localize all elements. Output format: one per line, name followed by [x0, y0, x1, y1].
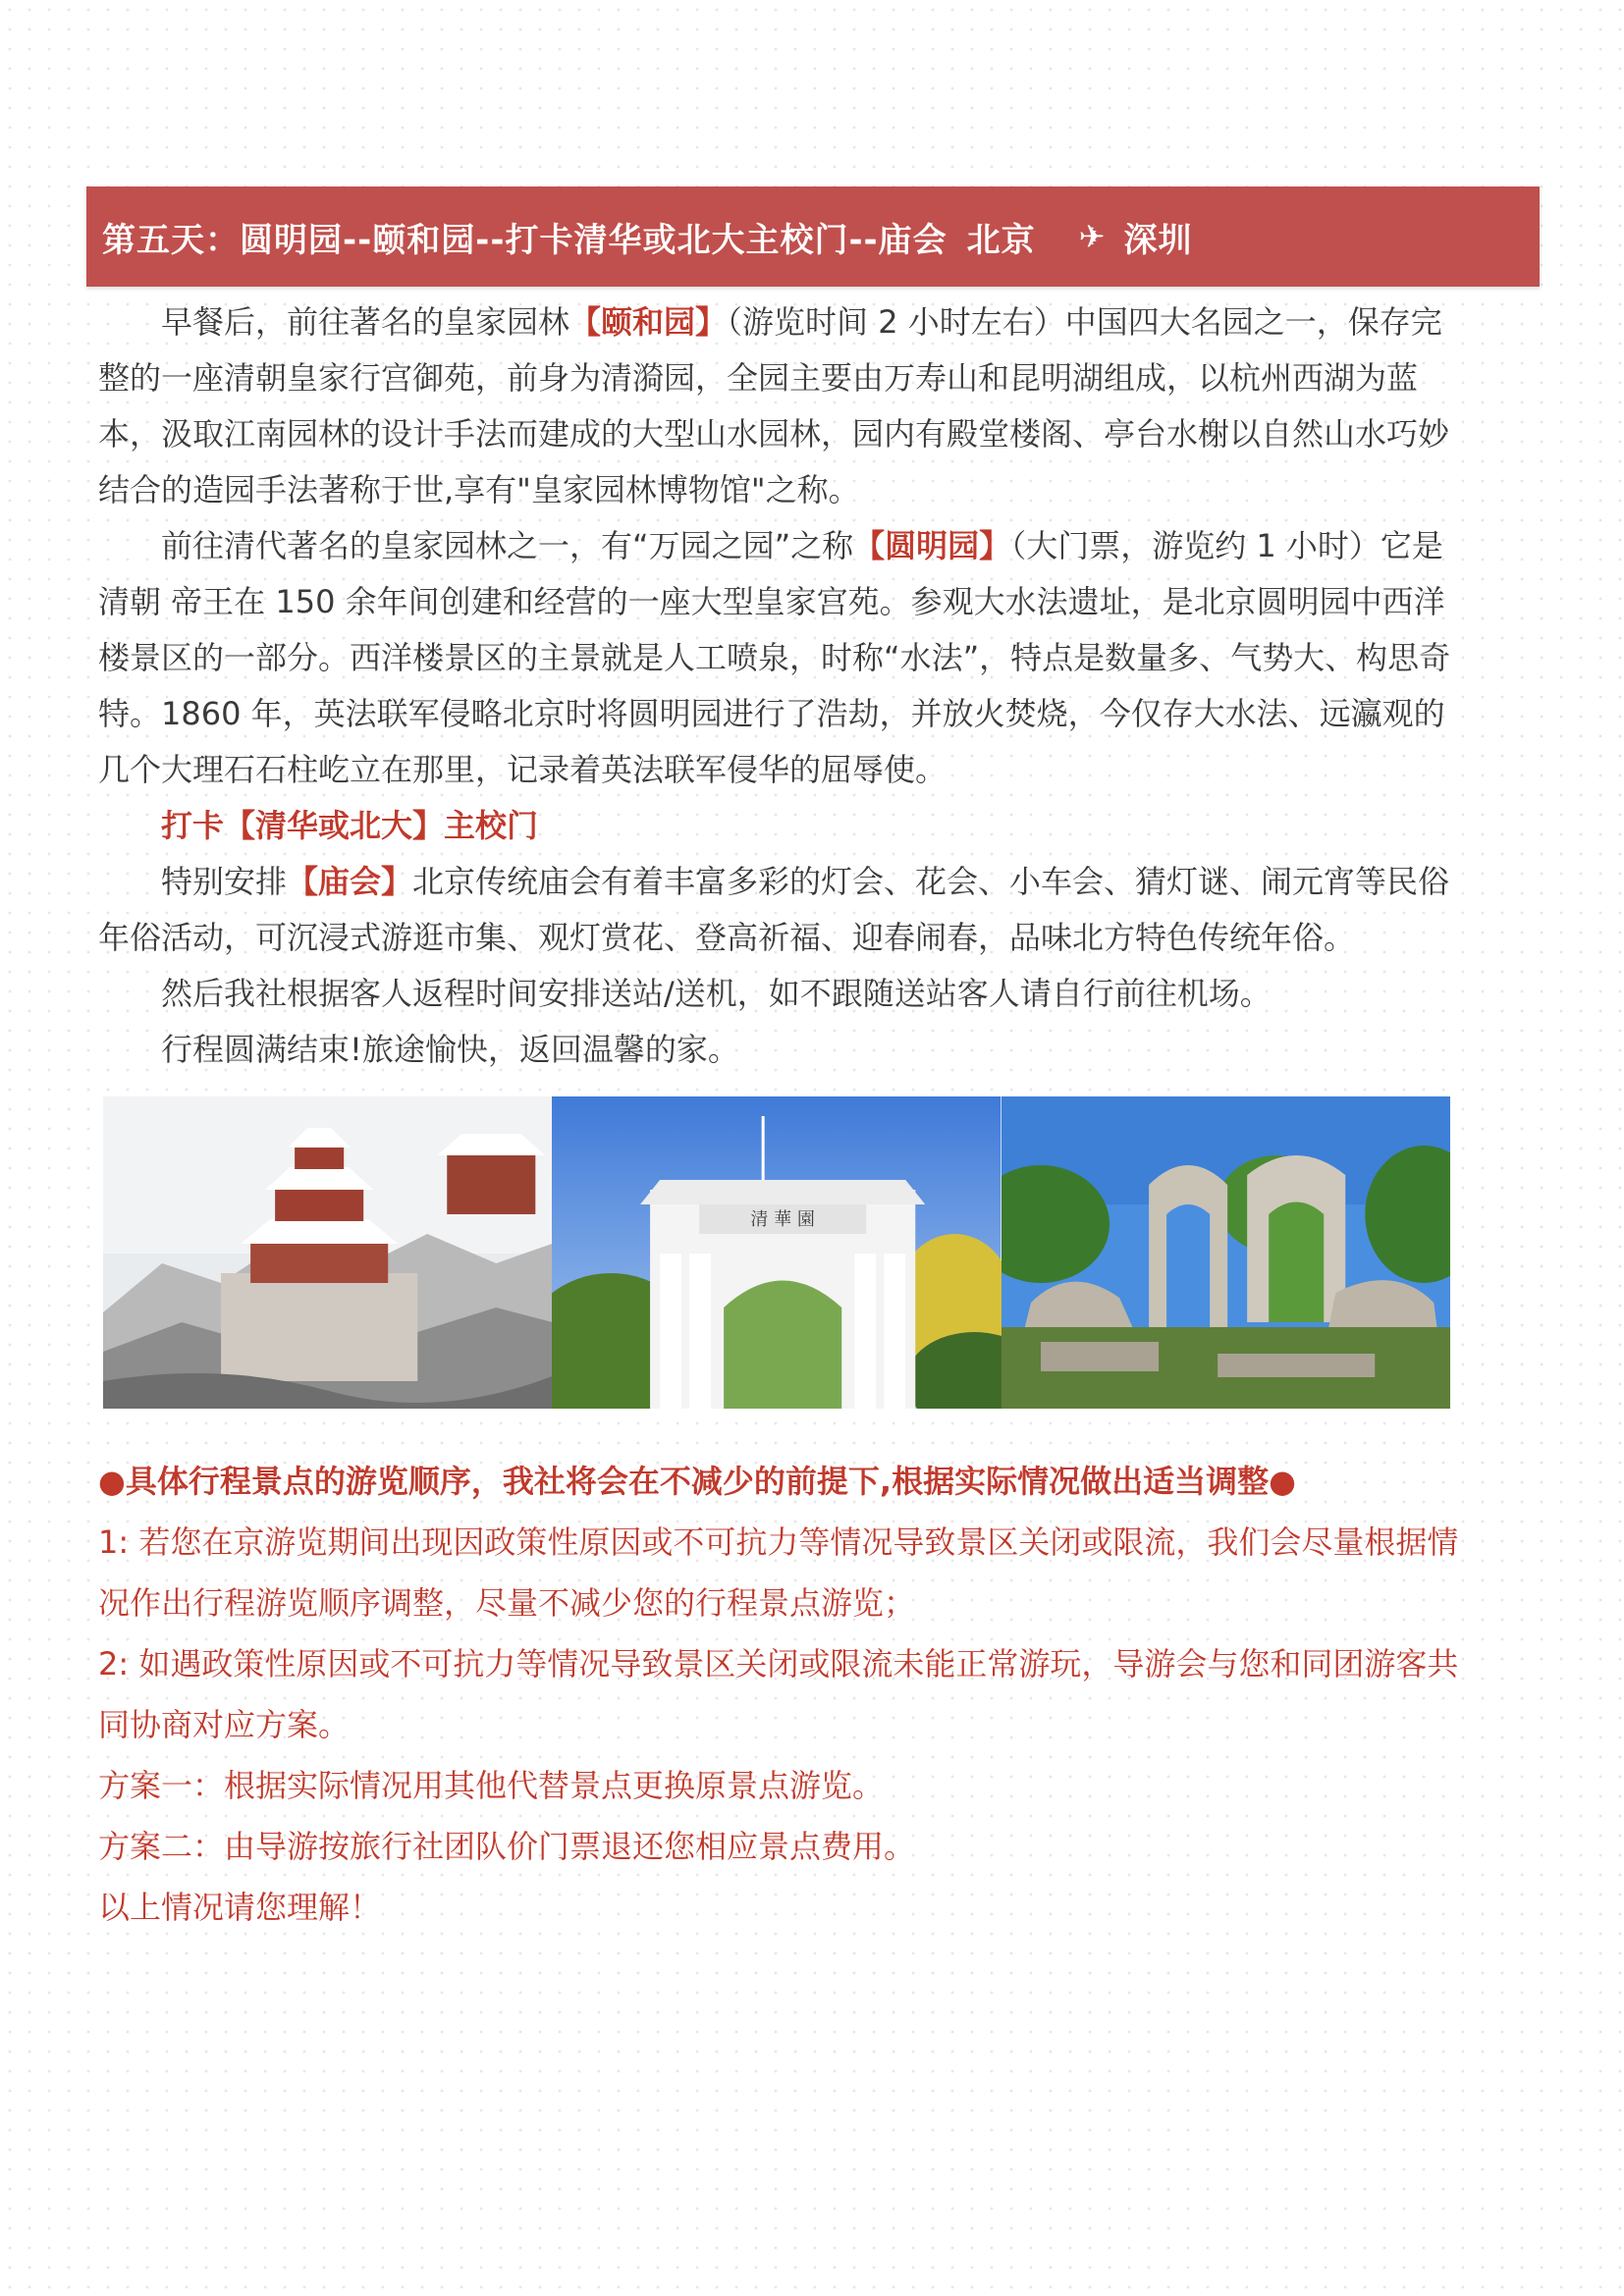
- highlight-summer-palace: 【颐和园】: [569, 303, 728, 341]
- text: 早餐后，前往著名的皇家园林: [161, 303, 570, 341]
- note-plan-1: 方案一：根据实际情况用其他代替景点更换原景点游览。: [98, 1767, 885, 1804]
- text: 特别安排: [161, 863, 288, 900]
- paragraph-summer-palace: [98, 294, 1453, 518]
- text: （游览时间 2 小时左右）中国四大名园之一，保存完整的一座清朝皇家行宫御苑，前身为清漪园，全园主要由万寿山和昆明湖组成，以杭州西湖为蓝本，汲取江南园林的设计手法而建成的大型山水园林，园内有殿堂楼阁、亭台水榭以自然山水巧妙结合的造园手法著称于世,享有"皇家园林博物馆"之称。: [98, 303, 1450, 508]
- destination-city: 深圳: [1123, 220, 1193, 260]
- origin-city: 北京: [966, 220, 1036, 260]
- text: 前往清代著名的皇家园林之一，有“万园之园”之称: [161, 527, 854, 564]
- adjustment-notes: [98, 1451, 1463, 1938]
- notes-title: ●具体行程景点的游览顺序，我社将会在不减少的前提下,根据实际情况做出适当调整●: [98, 1463, 1297, 1500]
- plane-icon: ✈: [1078, 218, 1107, 255]
- subhead-university-gate: 打卡【清华或北大】主校门: [161, 807, 539, 844]
- text: （大门票，游览约 1 小时）它是清朝 帝王在 150 余年间创建和经营的一座大型皇家宫苑。参观大水法遗址，是北京圆明园中西洋楼景区的一部分。西洋楼景区的主景就是人工喷泉，时称“水法”，特点是数量多、气势大、构思奇特。1860 年，英法联军侵略北京时将圆明园进行了浩劫，并放火焚烧，今仅存大水法、远瀛观的几个大理石石柱屹立在那里，记录着英法联军侵华的屈辱使。: [98, 527, 1451, 788]
- day-header: [86, 187, 1540, 287]
- text: 北京传统庙会有着丰富多彩的灯会、花会、小车会、猜灯谜、闹元宵等民俗年俗活动，可沉浸式游逛市集、观灯赏花、登高祈福、迎春闹春，品味北方特色传统年俗。: [98, 863, 1450, 956]
- paragraph-transfer: 然后我社根据客人返程时间安排送站/送机，如不跟随送站客人请自行前往机场。: [161, 975, 1272, 1012]
- day-title: 第五天：圆明园--颐和园--打卡清华或北大主校门--庙会: [102, 220, 947, 260]
- itinerary-text: [98, 294, 1453, 1078]
- photo-yuanmingyuan-ruins: [1001, 1096, 1450, 1409]
- note-2: 2: 如遇政策性原因或不可抗力等情况导致景区关闭或限流未能正常游玩，导游会与您和同团游客共同协商对应方案。: [98, 1645, 1459, 1743]
- paragraph-yuanmingyuan: [98, 518, 1453, 798]
- gate-inscription: 清 華 園: [750, 1209, 816, 1230]
- note-closing: 以上情况请您理解！: [98, 1889, 382, 1926]
- photo-tsinghua-gate: [552, 1096, 1001, 1409]
- highlight-temple-fair: 【庙会】: [287, 863, 413, 900]
- photo-strip: [103, 1096, 1450, 1409]
- photo-summer-palace: [103, 1096, 552, 1409]
- highlight-yuanmingyuan: 【圆明园】: [853, 527, 1011, 564]
- note-plan-2: 方案二：由导游按旅行社团队价门票退还您相应景点费用。: [98, 1828, 916, 1865]
- paragraph-temple-fair: [98, 854, 1453, 966]
- note-1: 1: 若您在京游览期间出现因政策性原因或不可抗力等情况导致景区关闭或限流，我们会尽量根据情况作出行程游览顺序调整，尽量不减少您的行程景点游览；: [98, 1523, 1459, 1622]
- paragraph-end: 行程圆满结束!旅途愉快，返回温馨的家。: [161, 1031, 739, 1068]
